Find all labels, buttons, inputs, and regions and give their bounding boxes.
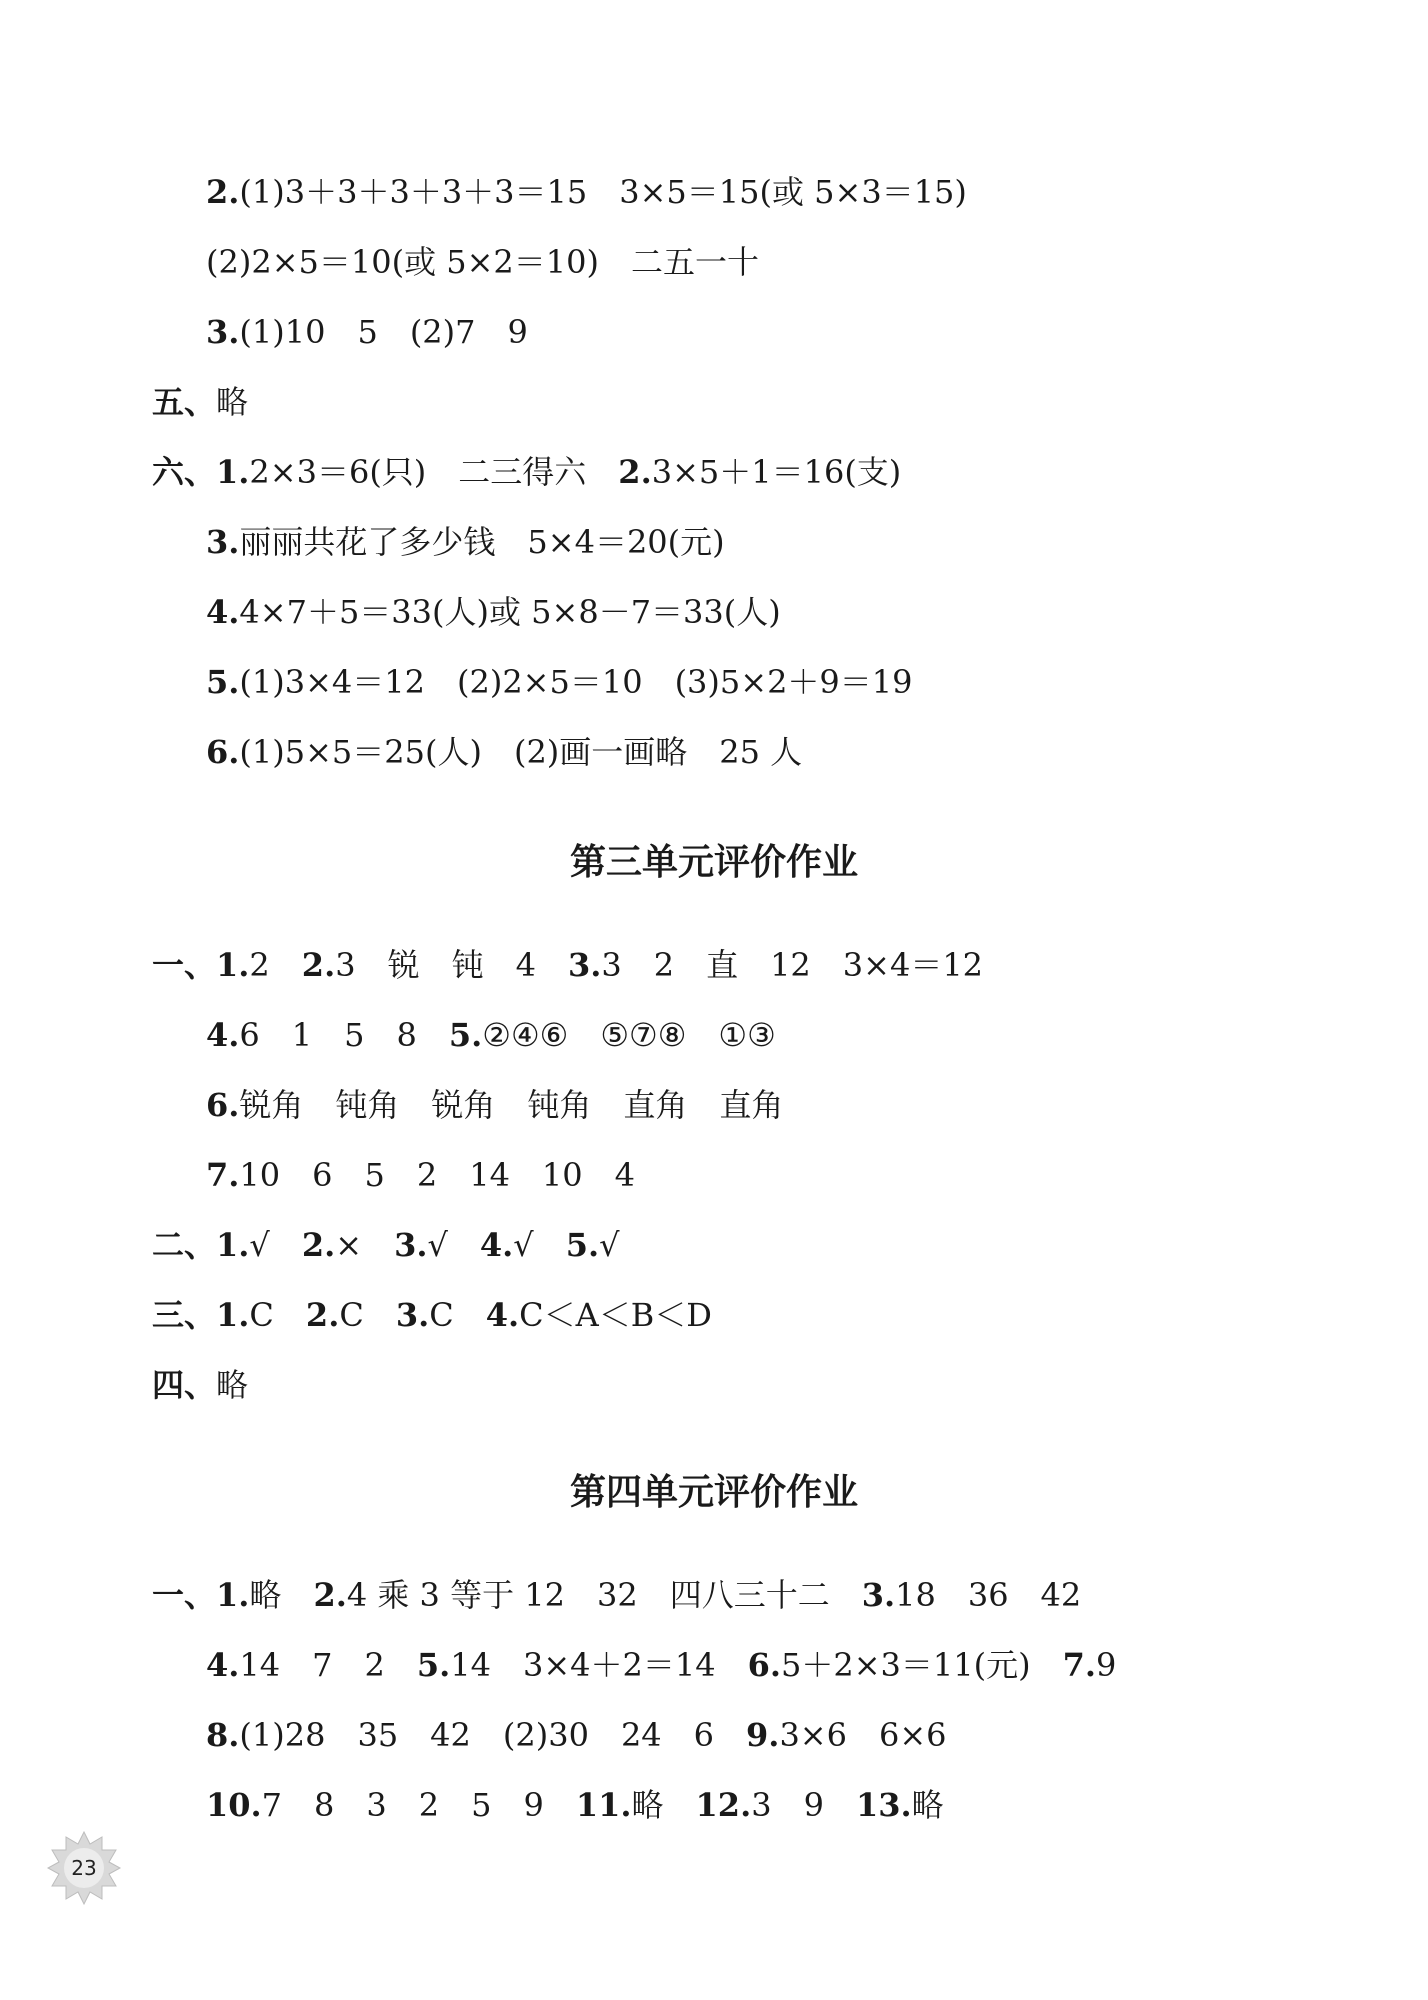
answer-line: 六、1.2×3＝6(只) 二三得六 2.3×5＋1＝16(支) — [152, 453, 902, 491]
answer-line: 4.4×7＋5＝33(人)或 5×8－7＝33(人) — [206, 593, 781, 631]
answer-line: 五、略 — [152, 383, 249, 421]
answer-line: 6.锐角 钝角 锐角 钝角 直角 直角 — [206, 1086, 784, 1124]
answer-line: 2.(1)3＋3＋3＋3＋3＝15 3×5＝15(或 5×3＝15) — [206, 173, 967, 211]
answer-line: (2)2×5＝10(或 5×2＝10) 二五一十 — [206, 243, 759, 281]
answer-line: 8.(1)28 35 42 (2)30 24 6 9.3×6 6×6 — [206, 1716, 947, 1754]
answer-line: 3.丽丽共花了多少钱 5×4＝20(元) — [206, 523, 725, 561]
answer-line: 10.7 8 3 2 5 9 11.略 12.3 9 13.略 — [206, 1786, 944, 1824]
answer-line: 二、1.√ 2.× 3.√ 4.√ 5.√ — [152, 1226, 620, 1264]
answer-line: 三、1.C 2.C 3.C 4.C＜A＜B＜D — [152, 1296, 712, 1334]
answer-line: 6.(1)5×5＝25(人) (2)画一画略 25 人 — [206, 733, 803, 771]
answer-line: 4.14 7 2 5.14 3×4＋2＝14 6.5＋2×3＝11(元) 7.9 — [206, 1646, 1117, 1684]
answer-line: 5.(1)3×4＝12 (2)2×5＝10 (3)5×2＋9＝19 — [206, 663, 913, 701]
section-title-unit3: 第三单元评价作业 — [569, 841, 858, 883]
answer-line: 一、1.略 2.4 乘 3 等于 12 32 四八三十二 3.18 36 42 — [152, 1576, 1082, 1614]
page-number: 23 — [71, 1856, 97, 1880]
answer-line: 3.(1)10 5 (2)7 9 — [206, 313, 528, 351]
answer-line: 4.6 1 5 8 5.②④⑥ ⑤⑦⑧ ①③ — [206, 1016, 776, 1054]
page-number-badge — [46, 1830, 122, 1906]
answer-line: 一、1.2 2.3 锐 钝 4 3.3 2 直 12 3×4＝12 — [152, 946, 984, 984]
section-title-unit4: 第四单元评价作业 — [569, 1471, 858, 1513]
answer-line: 四、略 — [152, 1366, 249, 1404]
answer-line: 7.10 6 5 2 14 10 4 — [206, 1156, 636, 1194]
